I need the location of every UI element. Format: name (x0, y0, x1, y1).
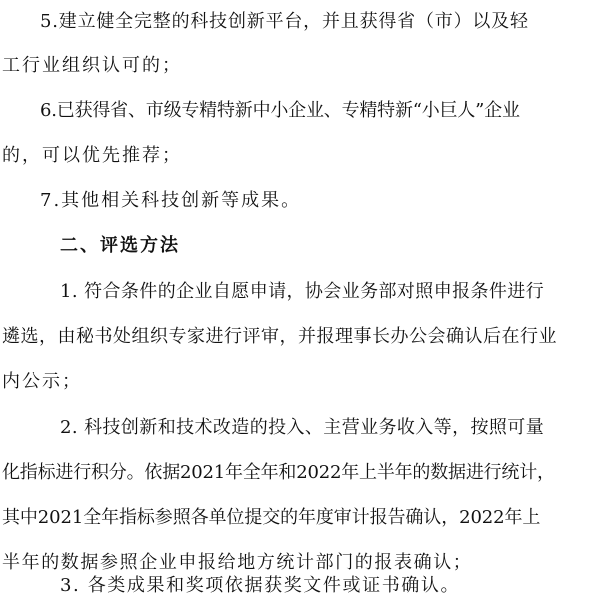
item-6-text-1: 6.已获得省、市级专精特新中小企业、专精特新“小巨人”企业 (40, 100, 520, 121)
method-2-line-3 (0, 498, 600, 538)
item-6-line-2 (0, 136, 600, 176)
section-heading-evaluation-method (0, 226, 600, 266)
method-1-line-2 (0, 317, 600, 357)
item-6-text-2: 的，可以优先推荐； (2, 145, 182, 166)
item-5-text-2: 工行业组织认可的； (2, 55, 182, 76)
item-7-line-1 (0, 181, 600, 221)
item-5-line-2 (0, 46, 600, 86)
method-2-line-2 (0, 453, 600, 493)
item-5-text-1: 5.建立健全完整的科技创新平台，并且获得省（市）以及轻 (40, 11, 529, 32)
method-1-text-3: 内公示； (2, 371, 82, 392)
section-heading-text: 二、评选方法 (60, 235, 180, 256)
item-7-text-1: 7.其他相关科技创新等成果。 (40, 190, 302, 211)
method-1-line-1 (0, 272, 600, 312)
method-1-line-3 (0, 362, 600, 402)
method-1-text-2: 遴选，由秘书处组织专家进行评审，并报理事长办公会确认后在行业 (2, 326, 557, 347)
method-2-text-2: 化指标进行积分。依据2021年全年和2022年上半年的数据进行统计， (2, 462, 555, 483)
item-6-line-1 (0, 91, 600, 131)
method-2-text-3: 其中2021全年指标参照各单位提交的年度审计报告确认，2022年上 (2, 507, 541, 528)
method-2-text-4: 半年的数据参照企业申报给地方统计部门的报表确认； (2, 552, 473, 573)
method-1-text-1: 1. 符合条件的企业自愿申请，协会业务部对照申报条件进行 (60, 281, 545, 302)
method-3-text-1: 3. 各类成果和奖项依据获奖文件或证书确认。 (60, 575, 461, 596)
method-2-text-1: 2. 科技创新和技术改造的投入、主营业务收入等，按照可量 (60, 417, 545, 438)
method-3-line-1 (0, 566, 600, 606)
method-2-line-1 (0, 408, 600, 448)
item-5-line-1 (0, 2, 600, 42)
